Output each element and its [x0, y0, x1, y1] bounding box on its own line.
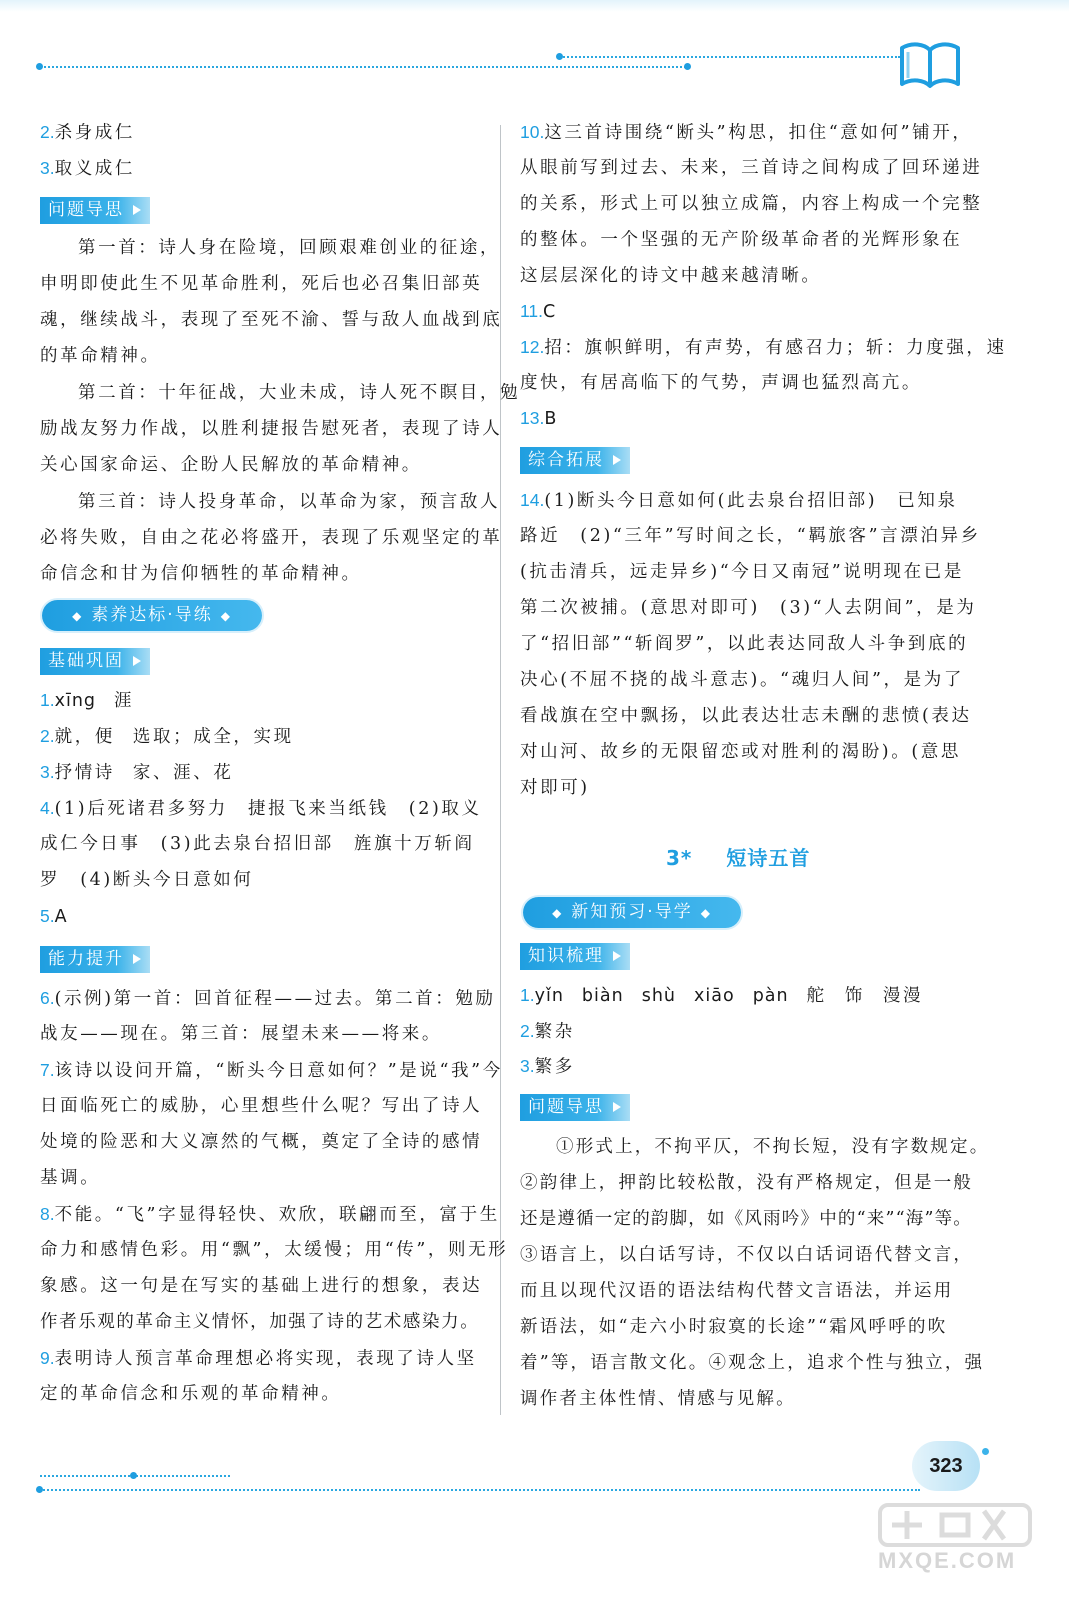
open-book-icon — [898, 38, 962, 90]
section-tag-extension: 综合拓展 — [520, 447, 630, 474]
answer-3: 3.繁多 — [520, 1056, 575, 1077]
paragraph-line: 必将失败，自由之花必将盛开，表现了乐观坚定的革 — [40, 528, 503, 548]
paragraph-line: 而且以现代汉语的语法结构代替文言语法，并运用 — [520, 1281, 954, 1301]
answer-2: 2.繁杂 — [520, 1021, 575, 1042]
paragraph-line: 看战旗在空中飘扬，以此表达壮志未酬的悲愤(表达 — [520, 706, 972, 726]
section-tag-basic: 基础巩固 — [40, 648, 150, 675]
paragraph-line: ①形式上，不拘平仄，不拘长短，没有字数规定。 — [556, 1137, 990, 1157]
paragraph-line: 第二次被捕。(意思对即可) (3)“人去阴间”，是为 — [520, 598, 977, 618]
answer-11: 11.C — [520, 301, 557, 322]
section-pill-preview: ◆ 新知预习·导学 ◆ — [523, 897, 741, 928]
paragraph-line: 象感。这一句是在写实的基础上进行的想象，表达 — [40, 1276, 483, 1296]
section-tag-ability: 能力提升 — [40, 946, 150, 973]
paragraph-line: 了“招旧部”“斩阎罗”，以此表达同敌人斗争到底的 — [520, 634, 969, 654]
diamond-icon: ◆ — [72, 609, 84, 623]
paragraph-line: 路近 (2)“三年”写时间之长，“羁旅客”言漂泊异乡 — [520, 526, 981, 546]
section-pill-practice: ◆ 素养达标·导练 ◆ — [42, 600, 262, 631]
paragraph-line: 对山河、故乡的无限留恋或对胜利的渴盼)。(意思 — [520, 742, 961, 762]
paragraph-line: 新语法，如“走六小时寂寞的长途”“霜风呼呼的吹 — [520, 1317, 948, 1337]
paragraph-line: 处境的险恶和大义凛然的气概，奠定了全诗的感情 — [40, 1132, 483, 1152]
answer-14: 14.(1)断头今日意如何(此去泉台招旧部) 已知泉 — [520, 490, 958, 511]
section-tag-question-guide: 问题导思 — [40, 197, 150, 224]
answer-2: 2.就，便 选取；成全，实现 — [40, 726, 294, 747]
paragraph-line: 基调。 — [40, 1168, 101, 1188]
footer-dot — [130, 1472, 137, 1479]
answer-2: 2.杀身成仁 — [40, 122, 136, 143]
header-band — [0, 0, 1069, 12]
watermark-text: MXQE.COM — [878, 1548, 1017, 1573]
answer-1: 1.yǐn biàn shù xiāo pàn 舵 饰 漫漫 — [520, 985, 924, 1006]
paragraph-line: ②韵律上，押韵比较松散，没有严格规定，但是一般 — [520, 1173, 974, 1193]
paragraph-line: 还是遵循一定的韵脚，如《风雨吟》中的“来”“海”等。 — [520, 1209, 972, 1229]
section-tag-knowledge: 知识梳理 — [520, 943, 630, 970]
answer-3: 3.抒情诗 家、涯、花 — [40, 762, 234, 783]
footer-dot — [982, 1448, 989, 1455]
paragraph-line: 调作者主体性情、情感与见解。 — [520, 1389, 796, 1409]
paragraph-line: 申明即使此生不见革命胜利，死后也必召集旧部英 — [40, 274, 483, 294]
paragraph-line: 着”等，语言散文化。④观念上，追求个性与独立，强 — [520, 1353, 985, 1373]
section-heading: 3* 短诗五首 — [666, 846, 811, 870]
answer-7: 7.该诗以设问开篇，“断头今日意如何？”是说“我”今 — [40, 1060, 503, 1081]
header-dot — [684, 63, 691, 70]
header-dot — [556, 53, 563, 60]
paragraph-line: 的革命精神。 — [40, 346, 161, 366]
diamond-icon: ◆ — [220, 609, 232, 623]
section-tag-question-guide: 问题导思 — [520, 1094, 630, 1121]
answer-6: 6.(示例)第一首：回首征程——过去。第二首：勉励 — [40, 988, 496, 1009]
paragraph-line: 日面临死亡的威胁，心里想些什么呢？写出了诗人 — [40, 1096, 483, 1116]
answer-10: 10.这三首诗围绕“断头”构思，扣住“意如何”铺开， — [520, 122, 973, 143]
paragraph-line: 魂，继续战斗，表现了至死不渝、誓与敌人血战到底 — [40, 310, 503, 330]
paragraph-line: (抗击清兵，远走异乡)“今日又南冠”说明现在已是 — [520, 562, 964, 582]
paragraph-line: 第二首：十年征战，大业未成，诗人死不瞑目，勉 — [78, 383, 521, 403]
paragraph-line: 从眼前写到过去、未来，三首诗之间构成了回环递进 — [520, 158, 983, 178]
answer-1: 1.xīng 涯 — [40, 690, 135, 711]
answer-13: 13.B — [520, 408, 558, 429]
paragraph-line: 的整体。一个坚强的无产阶级革命者的光辉形象在 — [520, 230, 963, 250]
paragraph-line: 作者乐观的革命主义情怀，加强了诗的艺术感染力。 — [40, 1312, 480, 1332]
answer-4: 4.(1)后死诸君多努力 捷报飞来当纸钱 (2)取义 — [40, 798, 482, 819]
paragraph-line: 对即可) — [520, 778, 590, 798]
paragraph-line: 励战友努力作战，以胜利捷报告慰死者，表现了诗人 — [40, 419, 503, 439]
answer-3: 3.取义成仁 — [40, 158, 136, 179]
paragraph-line: ③语言上，以白话写诗，不仅以白话词语代替文言， — [520, 1245, 974, 1265]
answer-12: 12.招：旗帜鲜明，有声势，有感召力；斩：力度强，速 — [520, 337, 1007, 358]
answer-9: 9.表明诗人预言革命理想必将实现，表现了诗人坚 — [40, 1348, 477, 1369]
answer-8: 8.不能。“飞”字显得轻快、欢欣，联翩而至，富于生 — [40, 1204, 500, 1225]
paragraph-line: 战友——现在。第三首：展望未来——将来。 — [40, 1024, 442, 1044]
answer-5: 5.A — [40, 906, 68, 927]
footer-dotted-rule — [40, 1489, 920, 1491]
paragraph-line: 命力和感情色彩。用“飘”，太缓慢；用“传”，则无形 — [40, 1240, 509, 1260]
paragraph-line: 罗 (4)断头今日意如何 — [40, 870, 254, 890]
paragraph-line: 的关系，形式上可以独立成篇，内容上构成一个完整 — [520, 194, 983, 214]
paragraph-line: 第三首：诗人投身革命，以革命为家，预言敌人 — [78, 492, 501, 512]
diamond-icon: ◆ — [552, 906, 564, 920]
paragraph-line: 这层层深化的诗文中越来越清晰。 — [520, 266, 822, 286]
page-number: 323 — [912, 1441, 980, 1491]
paragraph-line: 第一首：诗人身在险境，回顾艰难创业的征途， — [78, 238, 501, 258]
footer-dot — [36, 1486, 43, 1493]
paragraph-line: 成仁今日事 (3)此去泉台招旧部 旌旗十万斩阎 — [40, 834, 475, 854]
paragraph-line: 度快，有居高临下的气势，声调也猛烈高亢。 — [520, 373, 922, 393]
paragraph-line: 决心(不屈不挠的战斗意志)。“魂归人间”，是为了 — [520, 670, 964, 690]
header-dotted-rule — [40, 66, 690, 68]
paragraph-line: 关心国家命运、企盼人民解放的革命精神。 — [40, 455, 422, 475]
paragraph-line: 命信念和甘为信仰牺牲的革命精神。 — [40, 564, 362, 584]
header-dotted-rule-upper — [560, 56, 900, 58]
header-dot — [36, 63, 43, 70]
paragraph-line: 定的革命信念和乐观的革命精神。 — [40, 1384, 342, 1404]
diamond-icon: ◆ — [700, 906, 712, 920]
